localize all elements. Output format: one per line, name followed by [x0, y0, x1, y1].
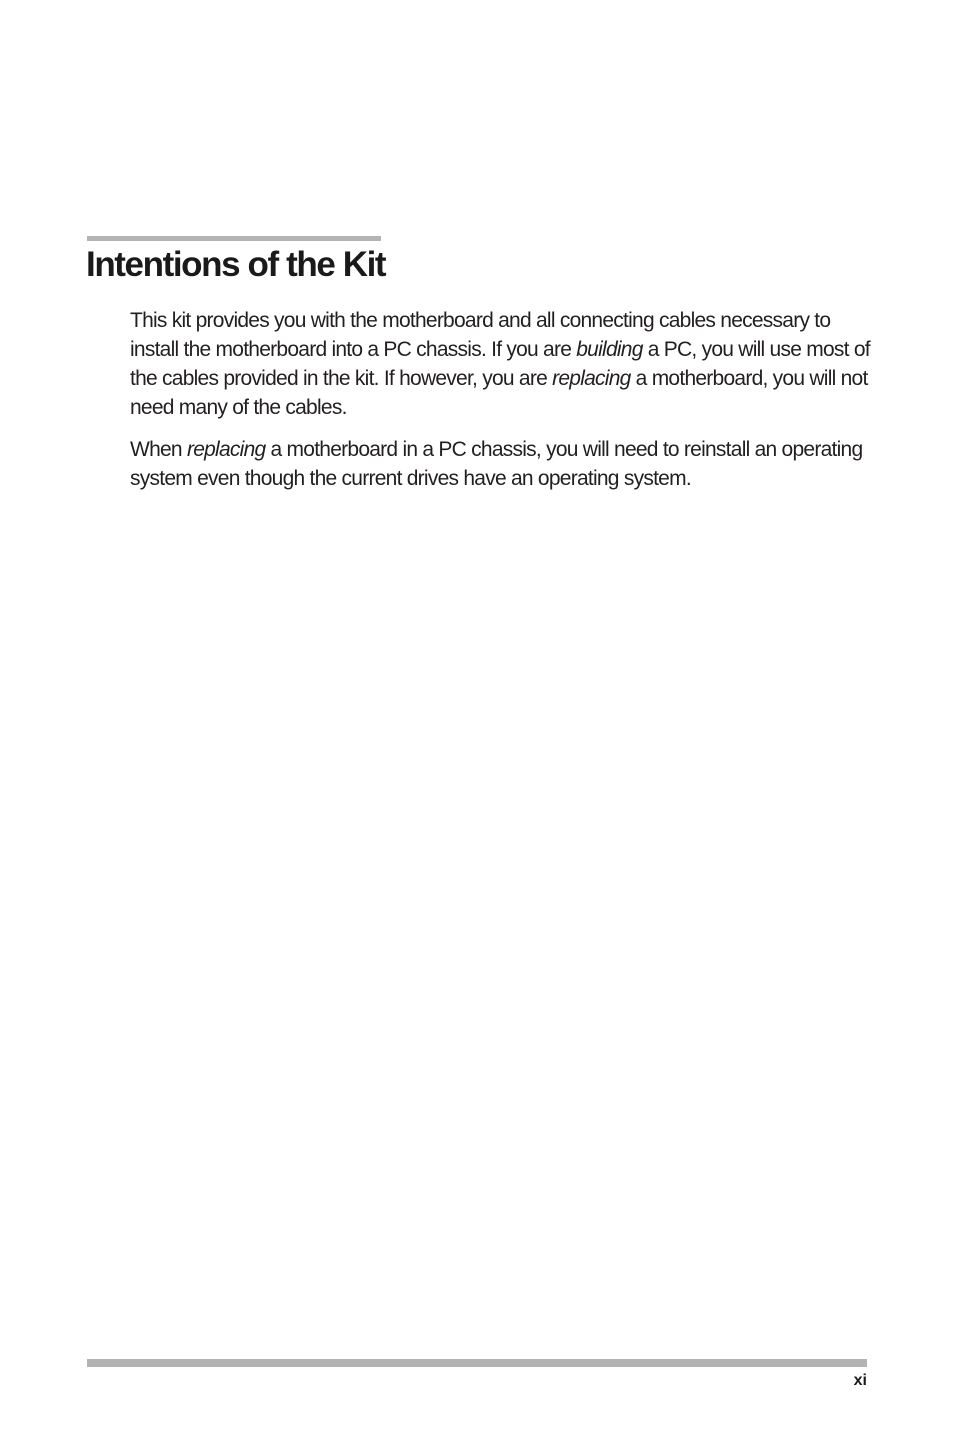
paragraph-replacing — [130, 435, 875, 493]
text-segment: a motherboard, you will not need many of the cables. — [130, 367, 868, 419]
paragraph-intro — [130, 306, 875, 422]
text-segment: a motherboard in a PC chassis, you will need to reinstall an operating system even though the current drives have an operating system. — [130, 438, 863, 490]
text-segment: a PC, you will use most of the cables provided in the kit. If however, you are — [130, 338, 870, 390]
emphasis-replacing: replacing — [186, 438, 266, 461]
emphasis-replacing: replacing — [552, 367, 631, 390]
page-number: xi — [853, 1372, 867, 1389]
page-title: Intentions of the Kit — [86, 245, 386, 284]
emphasis-building: building — [576, 338, 643, 361]
title-rule — [87, 236, 381, 241]
body-text — [130, 306, 875, 506]
text-segment: This kit provides you with the motherboard and all connecting cables necessary to install the motherboard into a PC chassis. If you are — [130, 309, 831, 361]
text-segment: When — [130, 438, 187, 461]
footer-rule — [87, 1359, 867, 1367]
